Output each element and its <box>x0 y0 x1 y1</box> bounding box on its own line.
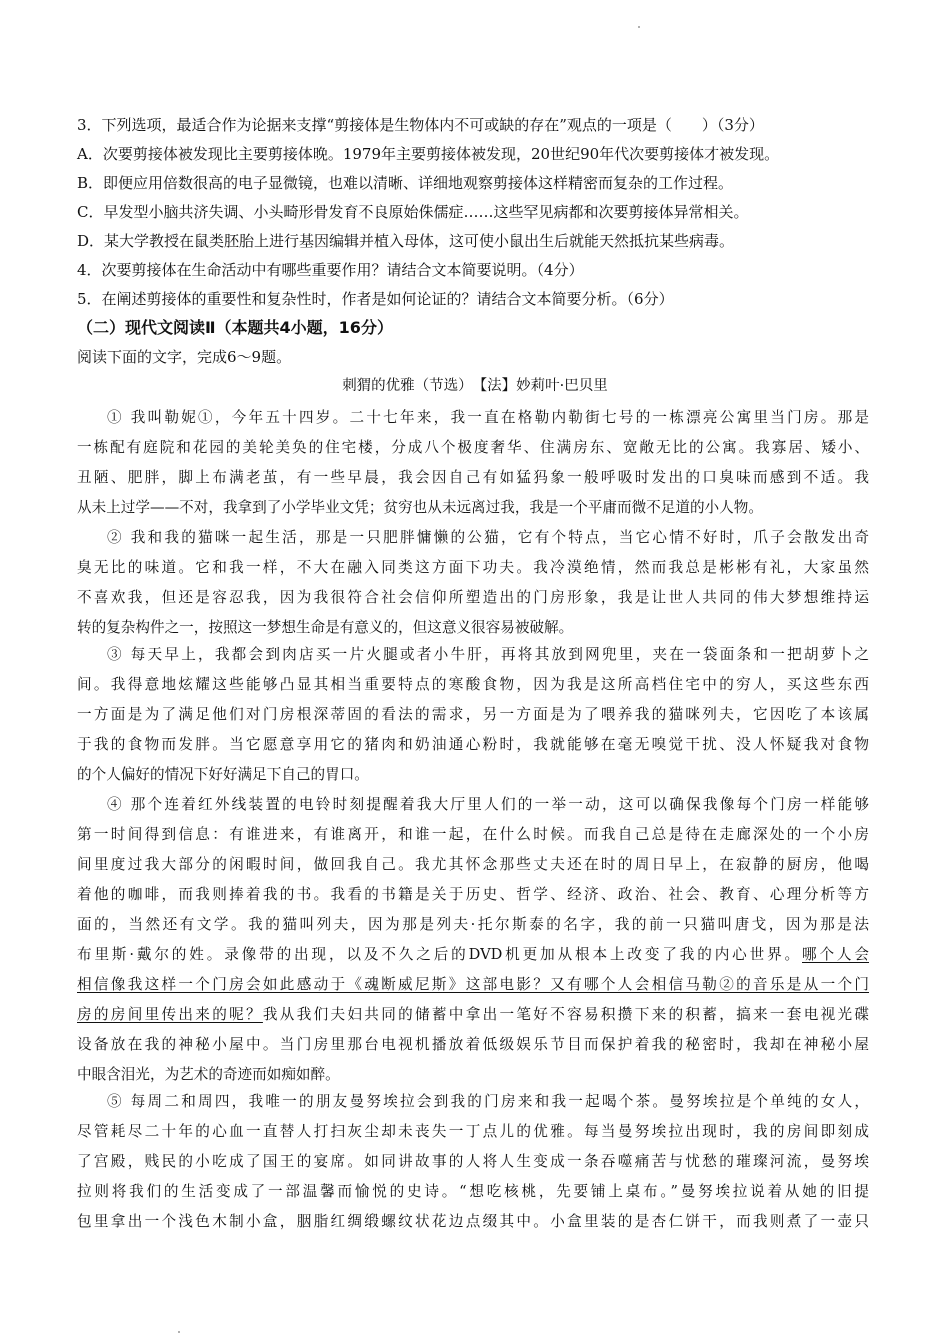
paragraph-line: 一方面是为了满足他们对门房根深蒂固的看法的需求，另一方面是为了喂养我的猫咪列夫，它因吃了本该属 <box>77 706 869 723</box>
paragraph-line: 着他的咖啡，而我则捧着我的书。我看的书籍是关于历史、哲学、经济、政治、社会、教育、心理分析等方 <box>77 886 869 903</box>
paragraph-line: 第一时间得到信息：有谁进来，有谁离开，和谁一起，在什么时候。而我自己总是待在走廊深处的一个小房 <box>77 826 869 843</box>
paragraph-line: 中眼含泪光，为艺术的奇迹而如痴如醉。 <box>77 1066 340 1083</box>
paragraph-line: 包里拿出一个浅色木制小盒，胭脂红绸缎螺纹状花边点缀其中。小盒里装的是杏仁饼干，而我则煮了一壶只 <box>77 1213 869 1230</box>
paragraph-line <box>77 970 869 1000</box>
article-paragraph-1 <box>77 403 869 523</box>
article-title: 刺猬的优雅（节选） 【法】妙莉叶·巴贝里 <box>342 378 608 394</box>
paragraph-line: 一栋配有庭院和花园的美轮美奂的住宅楼，分成八个极度奢华、住满房东、宽敞无比的公寓。我寡居、矮小、 <box>77 439 869 456</box>
paragraph-line: ② 我和我的猫咪一起生活，那是一只肥胖慵懒的公猫，它有个特点，当它心情不好时，爪子会散发出奇 <box>107 529 869 546</box>
underlined-passage: 房的房间里传出来的呢？ <box>77 1006 263 1023</box>
question-3-option-c: C．早发型小脑共济失调、小头畸形骨发育不良原始侏儒症……这些罕见病都和次要剪接体异常相关。 <box>77 203 749 221</box>
paragraph-line: ① 我叫勒妮①，今年五十四岁。二十七年来，我一直在格勒内勒街七号的一栋漂亮公寓里当门房。那是 <box>107 409 869 426</box>
scan-dot-top <box>638 26 640 28</box>
paragraph-line: 于我的食物而发胖。当它愿意享用它的猪肉和奶油通心粉时，我就能够在毫无嗅觉干扰、没人怀疑我对食物 <box>77 736 869 753</box>
article-paragraph-4 <box>77 790 869 1090</box>
paragraph-line <box>77 1000 869 1030</box>
question-3-option-d: D．某大学教授在鼠类胚胎上进行基因编辑并植入母体，这可使小鼠出生后就能天然抵抗某些病毒。 <box>77 232 735 250</box>
paragraph-line: ③ 每天早上，我都会到肉店买一片火腿或者小牛肝，再将其放到网兜里，夹在一袋面条和一把胡萝卜之 <box>107 646 869 663</box>
question-3-option-a: A．次要剪接体被发现比主要剪接体晚。1979年主要剪接体被发现，20世纪90年代次要剪接体才被发现。 <box>77 145 780 163</box>
question-3-option-b: B．即便应用倍数很高的电子显微镜，也难以清晰、详细地观察剪接体这样精密而复杂的工作过程。 <box>77 174 734 192</box>
reading-instruction: 阅读下面的文字，完成6～9题。 <box>77 348 292 366</box>
paragraph-line: 设备放在我的神秘小屋中。当门房里那台电视机播放着低级娱乐节目而保护着我的秘密时，我却在神秘小屋 <box>77 1036 869 1053</box>
scan-dot-bottom <box>178 1331 180 1333</box>
paragraph-line <box>77 940 869 970</box>
paragraph-line: 转的复杂构件之一，按照这一梦想生命是有意义的，但这意义很容易被破解。 <box>77 619 574 636</box>
paragraph-line: ④ 那个连着红外线装置的电铃时刻提醒着我大厅里人们的一举一动，这可以确保我像每个门房一样能够 <box>107 796 869 813</box>
paragraph-line: 面的，当然还有文学。我的猫叫列夫，因为那是列夫·托尔斯泰的名字，我的前一只猫叫唐戈，因为那是法 <box>77 916 869 933</box>
paragraph-line: 尽管耗尽二十年的心血一直替人打扫灰尘却未丧失一丁点儿的优雅。每当曼努埃拉出现时，我的房间即刻成 <box>77 1123 869 1140</box>
paragraph-line: 不喜欢我，但还是容忍我，因为我很符合社会信仰所塑造出的门房形象，我是让世人共同的伟大梦想维持运 <box>77 589 869 606</box>
underlined-passage: 相信像我这样一个门房会如此感动于《魂断威尼斯》这部电影？又有哪个人会相信马勒②的音乐是从一个门 <box>77 976 869 993</box>
paragraph-line: 臭无比的味道。它和我一样，不大在融入同类这方面下功夫。我冷漠绝情，然而我总是彬彬有礼，大家虽然 <box>77 559 869 576</box>
article-paragraph-2 <box>77 523 869 643</box>
underlined-passage: 哪个人会 <box>802 946 869 963</box>
paragraph-line: 间里度过我大部分的闲暇时间，做回我自己。我尤其怀念那些丈夫还在时的周日早上，在寂静的厨房，他喝 <box>77 856 869 873</box>
paragraph-line: 丑陋、肥胖，脚上布满老茧，有一些早晨，我会因自己有如猛犸象一般呼吸时发出的口臭味而感到不适。我 <box>77 469 869 486</box>
paragraph-line: 了宫殿，贱民的小吃成了国王的宴席。如同讲故事的人将人生变成一条吞噬痛苦与忧愁的璀璨河流，曼努埃 <box>77 1153 869 1170</box>
paragraph-line: 从未上过学——不对，我拿到了小学毕业文凭；贫穷也从未远离过我，我是一个平庸而微不足道的小人物。 <box>77 499 763 516</box>
question-3: 3．下列选项，最适合作为论据来支撑“剪接体是生物体内不可或缺的存在”观点的一项是（ ）（3分） <box>77 116 764 134</box>
section-heading: （二）现代文阅读Ⅱ（本题共4小题，16分） <box>77 318 393 337</box>
paragraph-line: 拉则将我们的生活变成了一部温馨而愉悦的史诗。“想吃核桃，先要铺上桌布。”曼努埃拉说着从她的旧提 <box>77 1183 869 1200</box>
question-5: 5．在阐述剪接体的重要性和复杂性时，作者是如何论证的？请结合文本简要分析。（6分） <box>77 290 674 308</box>
paragraph-text: 布里斯·戴尔的姓。录像带的出现，以及不久之后的DVD机更加从根本上改变了我的内心世界。 <box>77 946 803 963</box>
paragraph-line: 间。我得意地炫耀这些能够凸显其相当重要特点的寒酸食物，因为我是这所高档住宅中的穷人，买这些东西 <box>77 676 869 693</box>
article-paragraph-5 <box>77 1087 869 1237</box>
paragraph-text: 我从我们夫妇共同的储蓄中拿出一笔好不容易积攒下来的积蓄，搞来一套电视光碟 <box>262 1006 869 1023</box>
question-4: 4．次要剪接体在生命活动中有哪些重要作用？请结合文本简要说明。（4分） <box>77 261 584 279</box>
paragraph-line: 的个人偏好的情况下好好满足下自己的胃口。 <box>77 766 369 783</box>
paragraph-line: ⑤ 每周二和周四，我唯一的朋友曼努埃拉会到我的门房来和我一起喝个茶。曼努埃拉是个单纯的女人， <box>107 1093 869 1110</box>
article-paragraph-3 <box>77 640 869 790</box>
